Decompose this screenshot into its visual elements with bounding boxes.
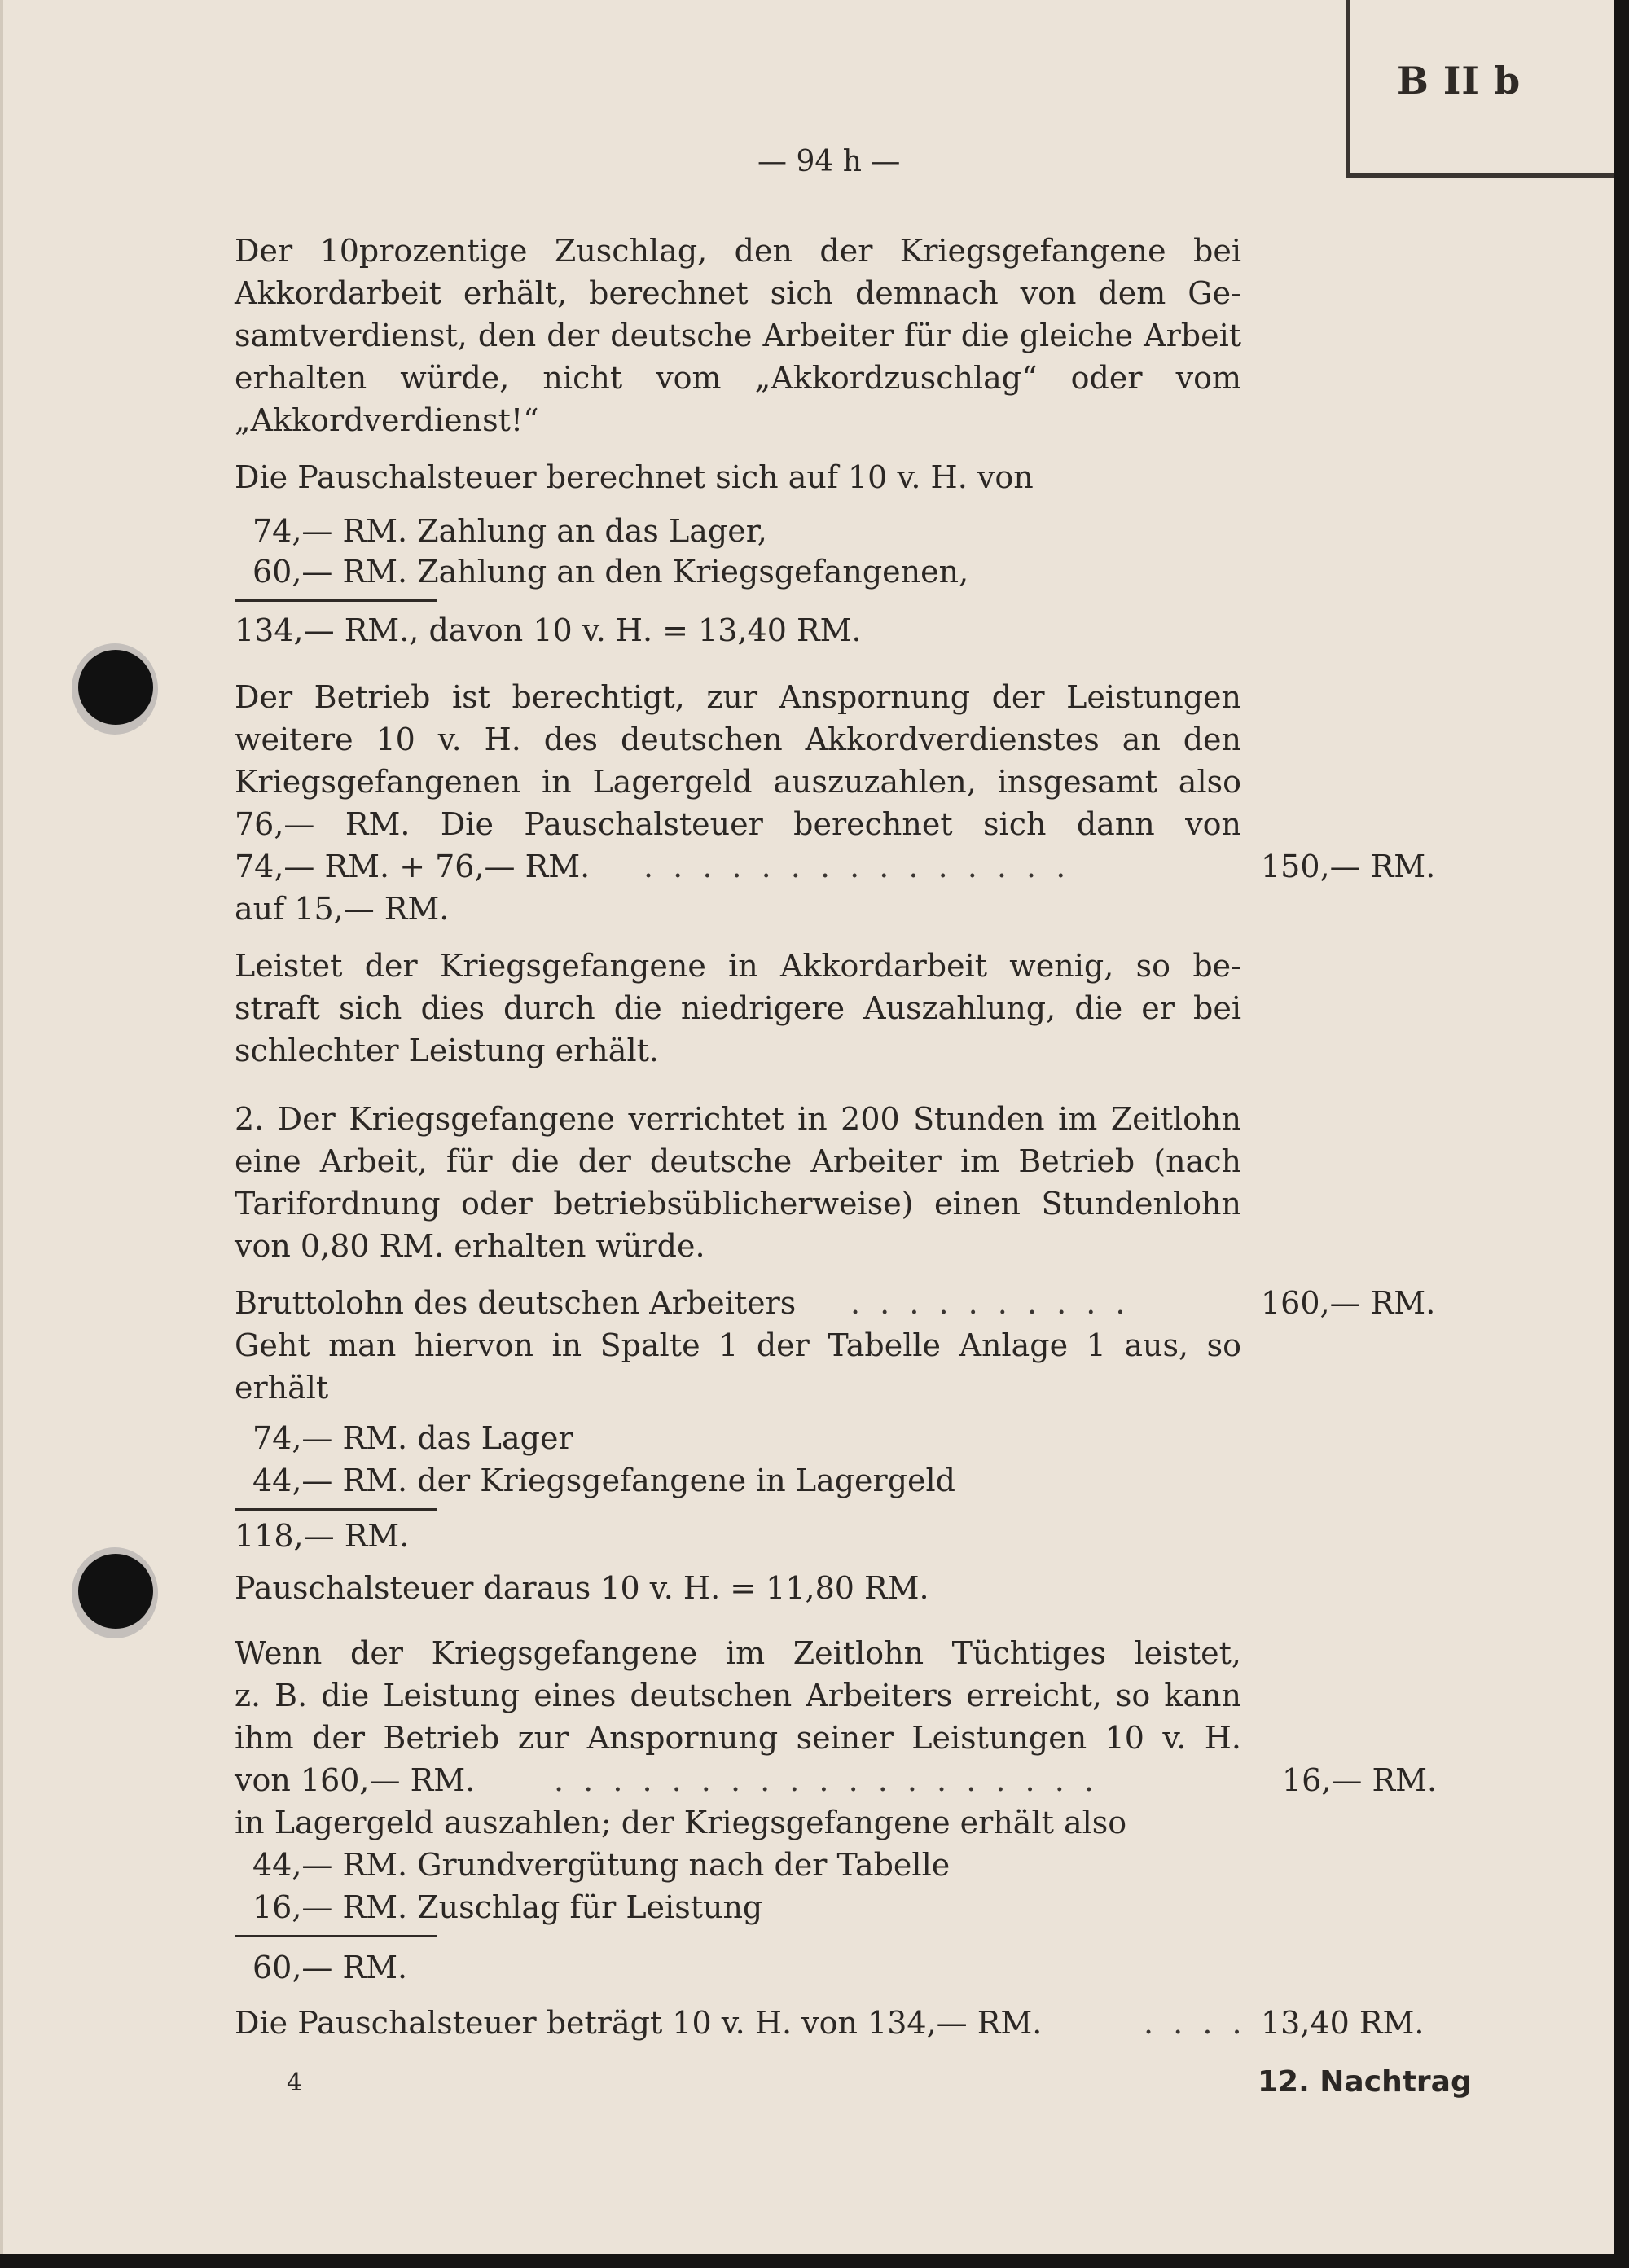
text-line: weitere 10 v. H. des deutschen Akkordverdienstes an den <box>235 722 1241 757</box>
page-edge <box>0 0 3 2254</box>
amount: 13,40 RM. <box>1261 2005 1425 2041</box>
calc-line: 44,— RM. Grundvergütung nach der Tabelle <box>252 1847 951 1883</box>
text-line: Der Betrieb ist berechtigt, zur Anspornung der Leistungen <box>235 679 1241 715</box>
text-line: erhält <box>235 1370 329 1406</box>
leader-dots: . . . . . . . . . . . . . . . . . . . <box>554 1762 1099 1798</box>
text-line: auf 15,— RM. <box>235 891 450 927</box>
amount: 150,— RM. <box>1261 849 1436 884</box>
text-line: Akkordarbeit erhält, berechnet sich demnach von dem Ge- <box>235 275 1241 311</box>
sum-line: 74,— RM. + 76,— RM. <box>235 849 591 884</box>
calc-line: 44,— RM. der Kriegsgefangene in Lagergeld <box>252 1463 955 1498</box>
text-line: 2. Der Kriegsgefangene verrichtet in 200 Stunden im Zeitlohn <box>235 1101 1241 1137</box>
text-line: eine Arbeit, für die der deutsche Arbeiter im Betrieb (nach <box>235 1143 1241 1179</box>
calc-line: 74,— RM. das Lager <box>252 1420 573 1456</box>
calc-tax: Pauschalsteuer daraus 10 v. H. = 11,80 RM. <box>235 1570 929 1606</box>
sum-rule <box>235 599 437 602</box>
text-line: erhalten würde, nicht vom „Akkordzuschlag“ oder vom <box>235 360 1241 396</box>
supplement-label: 12. Nachtrag <box>1258 2065 1472 2099</box>
calc-result: 118,— RM. <box>235 1518 410 1554</box>
text-line: Die Pauschalsteuer berechnet sich auf 10 v. H. von <box>235 459 1034 495</box>
leader-dots: . . . . . . . . . . <box>850 1285 1131 1321</box>
text-line: ihm der Betrieb zur Anspornung seiner Leistungen 10 v. H. <box>235 1720 1241 1756</box>
sum-rule <box>235 1508 437 1511</box>
text-line: Kriegsgefangenen in Lagergeld auszuzahlen, insgesamt also <box>235 764 1241 800</box>
text-line: Wenn der Kriegsgefangene im Zeitlohn Tüchtiges leistet, <box>235 1635 1241 1671</box>
text-line: straft sich dies durch die niedrigere Auszahlung, die er bei <box>235 990 1241 1026</box>
leader-dots: . . . . . . . . . . . . . . . <box>643 849 1071 884</box>
sum-rule <box>235 1935 437 1937</box>
text-line: samtverdienst, den der deutsche Arbeiter für die gleiche Arbeit <box>235 318 1241 353</box>
text-line: „Akkordverdienst!“ <box>235 402 539 438</box>
text-line: Geht man hiervon in Spalte 1 der Tabelle Anlage 1 aus, so <box>235 1327 1241 1363</box>
text-line: Der 10prozentige Zuschlag, den der Kriegsgefangene bei <box>235 233 1241 269</box>
calc-result: 60,— RM. <box>252 1950 408 1985</box>
text-line: in Lagergeld auszahlen; der Kriegsgefangene erhält also <box>235 1805 1127 1840</box>
punch-hole-top <box>78 650 153 725</box>
text-line: schlechter Leistung erhält. <box>235 1033 659 1068</box>
calc-line: 60,— RM. Zahlung an den Kriegsgefangenen, <box>252 554 969 590</box>
text-line: Bruttolohn des deutschen Arbeiters <box>235 1285 797 1321</box>
text-line: Tarifordnung oder betriebsüblicherweise) einen Stundenlohn <box>235 1186 1241 1222</box>
text-line: 76,— RM. Die Pauschalsteuer berechnet sich dann von <box>235 806 1241 842</box>
page-number: — 94 h — <box>757 145 901 178</box>
scan-border-bottom <box>0 2254 1629 2268</box>
scan-border-right <box>1614 0 1629 2268</box>
calc-result: 134,— RM., davon 10 v. H. = 13,40 RM. <box>235 612 862 648</box>
leader-dots: . . . . <box>1144 2005 1247 2041</box>
text-line: von 0,80 RM. erhalten würde. <box>235 1228 705 1264</box>
text-line: von 160,— RM. <box>235 1762 476 1798</box>
amount: 160,— RM. <box>1261 1285 1436 1321</box>
punch-hole-bottom <box>78 1554 153 1629</box>
amount: 16,— RM. <box>1282 1762 1438 1798</box>
calc-line: 16,— RM. Zuschlag für Leistung <box>252 1889 763 1925</box>
section-code: B II b <box>1397 59 1521 103</box>
sheet-number: 4 <box>287 2068 303 2097</box>
calc-line: 74,— RM. Zahlung an das Lager, <box>252 513 767 549</box>
text-line: Die Pauschalsteuer beträgt 10 v. H. von 134,— RM. <box>235 2005 1043 2041</box>
text-line: Leistet der Kriegsgefangene in Akkordarbeit wenig, so be- <box>235 948 1241 984</box>
text-line: z. B. die Leistung eines deutschen Arbeiters erreicht, so kann <box>235 1678 1241 1713</box>
